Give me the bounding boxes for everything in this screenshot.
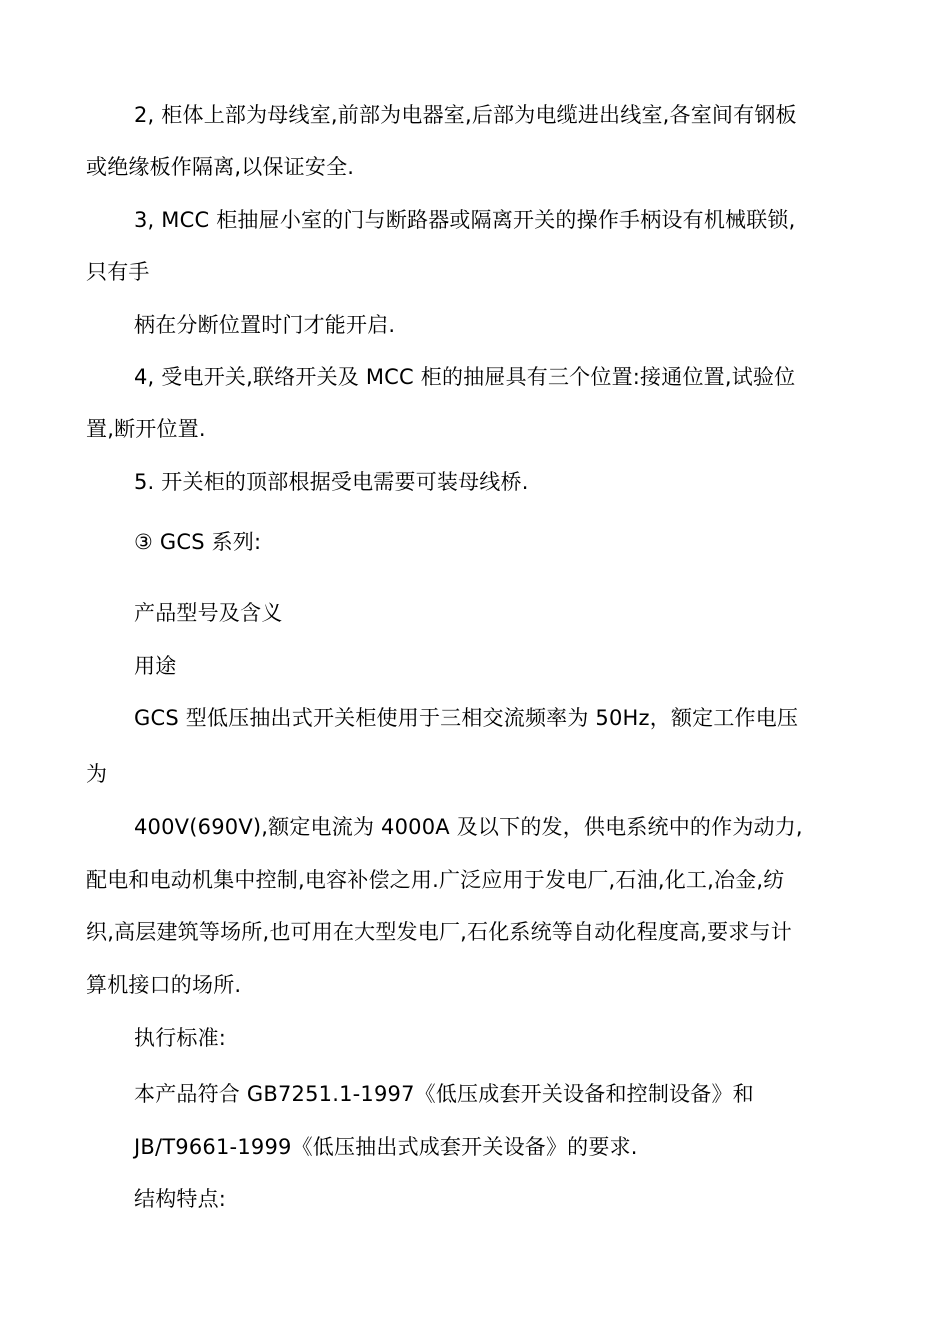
paragraph-line-4: 只有手	[86, 260, 150, 284]
paragraph-line-2: 或绝缘板作隔离,以保证安全.	[86, 155, 355, 179]
section-heading-gcs: ③ GCS 系列:	[134, 530, 262, 554]
paragraph-line-14: 400V(690V),额定电流为 4000A 及以下的发，供电系统中的作为动力,	[134, 815, 803, 839]
paragraph-line-12: GCS 型低压抽出式开关柜使用于三相交流频率为 50Hz，额定工作电压	[134, 706, 799, 730]
paragraph-line-13: 为	[86, 762, 108, 786]
paragraph-line-6: 4, 受电开关,联络开关及 MCC 柜的抽屉具有三个位置:接通位置,试验位	[134, 365, 796, 389]
heading-product-model: 产品型号及含义	[134, 601, 283, 625]
paragraph-line-8: 5. 开关柜的顶部根据受电需要可装母线桥.	[134, 470, 529, 494]
paragraph-line-3: 3, MCC 柜抽屉小室的门与断路器或隔离开关的操作手柄设有机械联锁,	[134, 208, 796, 232]
heading-structure: 结构特点:	[134, 1187, 227, 1211]
heading-standard: 执行标准:	[134, 1026, 227, 1050]
paragraph-line-19: 本产品符合 GB7251.1-1997《低压成套开关设备和控制设备》和	[134, 1082, 754, 1106]
paragraph-line-1: 2, 柜体上部为母线室,前部为电器室,后部为电缆进出线室,各室间有钢板	[134, 103, 797, 127]
paragraph-line-15: 配电和电动机集中控制,电容补偿之用.广泛应用于发电厂,石油,化工,冶金,纺	[86, 868, 785, 892]
paragraph-line-5: 柄在分断位置时门才能开启.	[134, 313, 396, 337]
paragraph-line-20: JB/T9661-1999《低压抽出式成套开关设备》的要求.	[134, 1135, 638, 1159]
paragraph-line-17: 算机接口的场所.	[86, 973, 242, 997]
paragraph-line-16: 织,高层建筑等场所,也可用在大型发电厂,石化系统等自动化程度高,要求与计	[86, 920, 792, 944]
paragraph-line-7: 置,断开位置.	[86, 417, 206, 441]
heading-usage: 用途	[134, 654, 177, 678]
